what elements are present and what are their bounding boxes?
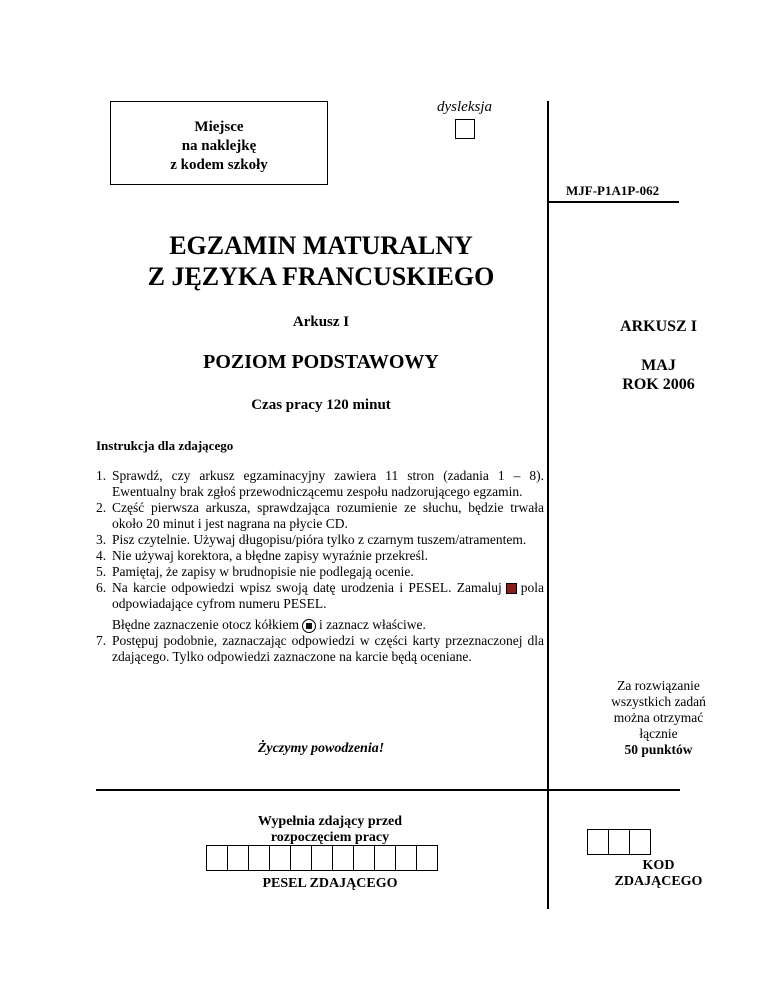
right-date — [549, 356, 768, 394]
kod-input-boxes — [588, 829, 651, 855]
instruction-item — [96, 633, 544, 665]
kod-line-2: ZDAJĄCEGO — [614, 874, 703, 889]
kod-digit-box[interactable] — [587, 829, 609, 855]
pesel-digit-box[interactable] — [374, 845, 396, 871]
instruction-6-part-c: Błędne zaznaczenie otocz kółkiem — [112, 617, 300, 632]
filled-square-icon — [506, 583, 517, 594]
right-year: ROK 2006 — [622, 376, 695, 393]
points-line-3: można otrzymać — [613, 710, 704, 725]
pesel-digit-box[interactable] — [353, 845, 375, 871]
points-line-1: Za rozwiązanie — [617, 678, 700, 693]
pesel-digit-box[interactable] — [227, 845, 249, 871]
kod-label — [549, 858, 768, 890]
pesel-digit-box[interactable] — [332, 845, 354, 871]
dysleksja-label: dysleksja — [437, 99, 492, 115]
instruction-text: Część pierwsza arkusza, sprawdzająca rozumienie ze słuchu, będzie trwała około 20 minut i jest nagrana na płycie CD. — [112, 500, 544, 531]
instruction-item — [96, 548, 544, 564]
instruction-number: 1. — [96, 468, 107, 483]
vertical-divider — [547, 101, 549, 909]
instruction-number: 2. — [96, 500, 107, 515]
pesel-digit-box[interactable] — [311, 845, 333, 871]
instruction-item — [96, 564, 544, 580]
right-month: MAJ — [641, 357, 676, 374]
instruction-text — [112, 580, 544, 633]
kod-line-1: KOD — [642, 858, 675, 873]
pesel-digit-box[interactable] — [416, 845, 438, 871]
footer-divider — [96, 789, 680, 791]
pesel-digit-box[interactable] — [206, 845, 228, 871]
pesel-digit-box[interactable] — [395, 845, 417, 871]
code-underline — [549, 201, 679, 203]
czas-label: Czas pracy 120 minut — [251, 397, 391, 413]
pesel-label: PESEL ZDAJĄCEGO — [262, 876, 398, 891]
instruction-text: Pamiętaj, że zapisy w brudnopisie nie podlegają ocenie. — [112, 564, 414, 579]
pesel-input-boxes — [207, 845, 438, 871]
sticker-line-2: na naklejkę — [181, 138, 257, 154]
page-title — [96, 230, 546, 292]
instruction-6-part-d: i zaznacz właściwe. — [319, 617, 426, 632]
kod-digit-box[interactable] — [608, 829, 630, 855]
instruction-6-part-b: pola odpowiadające cyfrom numeru PESEL. — [112, 580, 544, 611]
instructions-list — [96, 468, 544, 665]
instruction-number: 3. — [96, 532, 107, 547]
instruction-6-line-2 — [112, 617, 544, 633]
exam-code: MJF-P1A1P-062 — [566, 183, 660, 198]
good-luck-text: Życzymy powodzenia! — [257, 741, 385, 756]
instruction-number: 6. — [96, 580, 107, 595]
instruction-item — [96, 500, 544, 532]
arkusz-label: Arkusz I — [292, 314, 350, 330]
instruction-number: 7. — [96, 633, 107, 648]
points-total: 50 punktów — [624, 742, 693, 757]
points-info — [549, 678, 768, 758]
kod-digit-box[interactable] — [629, 829, 651, 855]
points-line-2: wszystkich zadań — [611, 694, 706, 709]
fill-before-line-1: Wypełnia zdający przed — [257, 814, 403, 829]
pesel-digit-box[interactable] — [248, 845, 270, 871]
fill-before-label — [210, 814, 450, 846]
title-line-2: Z JĘZYKA FRANCUSKIEGO — [147, 262, 495, 291]
instruction-text: Pisz czytelnie. Używaj długopisu/pióra tylko z czarnym tuszem/atramentem. — [112, 532, 527, 547]
instruction-text: Sprawdź, czy arkusz egzaminacyjny zawiera 11 stron (zadania 1 – 8). Ewentualny brak zgłoś przewodniczącemu zespołu nadzorującego egzamin. — [112, 468, 544, 499]
title-line-1: EGZAMIN MATURALNY — [169, 231, 473, 260]
right-arkusz: ARKUSZ I — [620, 318, 697, 335]
instruction-text: Postępuj podobnie, zaznaczając odpowiedzi w części karty przeznaczonej dla zdającego. Tylko odpowiedzi zaznaczone na karcie będą oceniane. — [112, 633, 544, 664]
instructions-heading: Instrukcja dla zdającego — [96, 438, 234, 453]
sticker-text — [111, 118, 327, 175]
school-sticker-box — [110, 101, 328, 185]
instruction-item — [96, 532, 544, 548]
instruction-item — [96, 468, 544, 500]
pesel-digit-box[interactable] — [290, 845, 312, 871]
poziom-label: POZIOM PODSTAWOWY — [203, 351, 439, 373]
instruction-6-part-a: Na karcie odpowiedzi wpisz swoją datę urodzenia i PESEL. Zamaluj — [112, 580, 502, 595]
pesel-digit-box[interactable] — [269, 845, 291, 871]
instruction-number: 5. — [96, 564, 107, 579]
fill-before-line-2: rozpoczęciem pracy — [270, 830, 390, 845]
circled-square-icon — [302, 619, 316, 633]
sticker-line-1: Miejsce — [194, 119, 244, 135]
instruction-number: 4. — [96, 548, 107, 563]
sticker-line-3: z kodem szkoły — [170, 157, 268, 173]
instruction-item — [96, 580, 544, 633]
dysleksja-checkbox[interactable] — [455, 119, 475, 139]
points-line-4: łącznie — [639, 726, 678, 741]
instruction-text: Nie używaj korektora, a błędne zapisy wyraźnie przekreśl. — [112, 548, 428, 563]
